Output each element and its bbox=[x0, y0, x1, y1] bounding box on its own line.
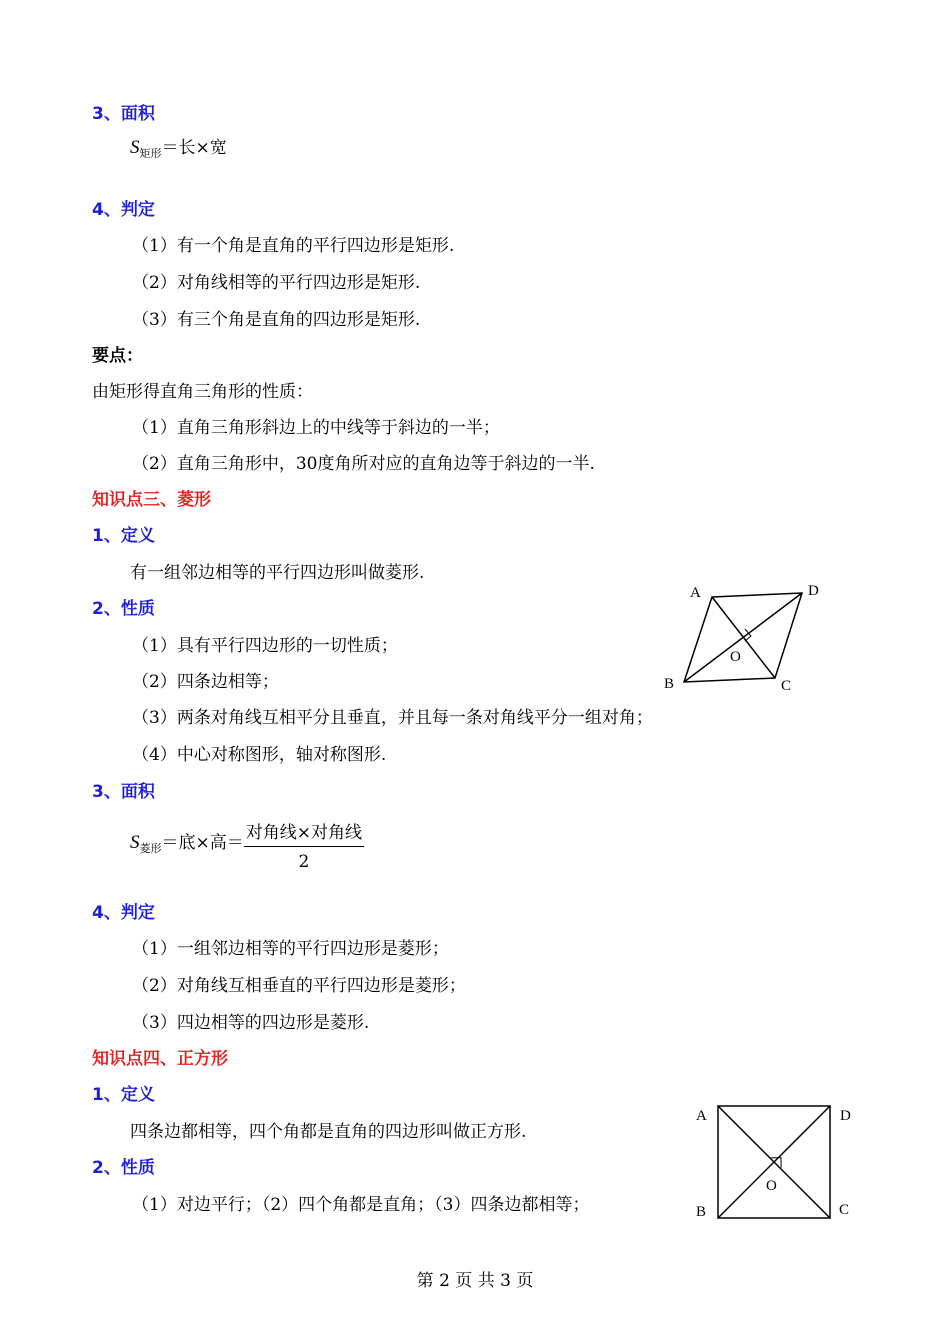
square-def-heading: 1、定义 bbox=[92, 1085, 155, 1105]
area-formula-mid: ＝底×高＝ bbox=[161, 833, 244, 853]
rect-judge-item: （1）有一个角是直角的平行四边形是矩形. bbox=[132, 236, 455, 256]
vertex-label-a: A bbox=[690, 585, 701, 601]
rhombus-prop-item: （4）中心对称图形，轴对称图形. bbox=[132, 745, 387, 765]
rhombus-judge-item: （2）对角线互相垂直的平行四边形是菱形； bbox=[132, 976, 466, 996]
key-points-heading: 要点： bbox=[92, 346, 143, 366]
square-title: 知识点四、正方形 bbox=[92, 1049, 228, 1069]
rhombus-title: 知识点三、菱形 bbox=[92, 490, 211, 510]
right-angle-mark bbox=[771, 1153, 786, 1168]
rect-judge-heading: 4、判定 bbox=[92, 200, 155, 220]
square-diagram bbox=[690, 1098, 865, 1228]
key-point-item: （1）直角三角形斜边上的中线等于斜边的一半； bbox=[132, 418, 500, 438]
vertex-label-c: C bbox=[781, 678, 792, 694]
area-fraction bbox=[244, 822, 364, 873]
key-points-intro: 由矩形得直角三角形的性质： bbox=[92, 382, 313, 402]
rect-judge-item: （3）有三个角是直角的四边形是矩形. bbox=[132, 310, 421, 330]
rhombus-area-heading: 3、面积 bbox=[92, 782, 155, 802]
rhombus-def-text: 有一组邻边相等的平行四边形叫做菱形. bbox=[130, 563, 425, 583]
rect-judge-item: （2）对角线相等的平行四边形是矩形. bbox=[132, 273, 421, 293]
fraction-numerator: 对角线×对角线 bbox=[244, 822, 364, 847]
rect-area-formula bbox=[130, 137, 227, 165]
area-symbol: S bbox=[130, 832, 140, 853]
fraction-denominator: 2 bbox=[298, 852, 310, 872]
area-subscript: 菱形 bbox=[139, 842, 162, 855]
center-label-o: O bbox=[766, 1178, 777, 1194]
square-prop-line: （1）对边平行；（2）四个角都是直角；（3）四条边都相等； bbox=[132, 1195, 590, 1215]
rhombus-def-heading: 1、定义 bbox=[92, 526, 155, 546]
rhombus-judge-item: （3）四边相等的四边形是菱形. bbox=[132, 1013, 370, 1033]
rhombus-prop-item: （2）四条边相等； bbox=[132, 672, 279, 692]
area-symbol: S bbox=[130, 137, 140, 158]
key-point-item: （2）直角三角形中，30度角所对应的直角边等于斜边的一半. bbox=[132, 454, 595, 474]
rhombus-diagram bbox=[650, 575, 840, 700]
vertex-label-b: B bbox=[696, 1204, 707, 1220]
square-def-text: 四条边都相等，四个角都是直角的四边形叫做正方形. bbox=[130, 1122, 527, 1142]
rhombus-area-formula bbox=[130, 818, 364, 872]
rect-area-heading: 3、面积 bbox=[92, 104, 155, 124]
area-formula-rest: ＝长×宽 bbox=[161, 138, 227, 158]
vertex-label-b: B bbox=[664, 676, 675, 692]
vertex-label-d: D bbox=[808, 583, 819, 599]
rhombus-judge-item: （1）一组邻边相等的平行四边形是菱形； bbox=[132, 939, 449, 959]
square-prop-heading: 2、性质 bbox=[92, 1158, 155, 1178]
center-label-o: O bbox=[730, 649, 741, 665]
vertex-label-c: C bbox=[839, 1202, 850, 1218]
rhombus-prop-heading: 2、性质 bbox=[92, 599, 155, 619]
rhombus-diagonal-bd bbox=[684, 593, 802, 682]
page-footer: 第 2 页 共 3 页 bbox=[416, 1271, 534, 1291]
area-subscript: 矩形 bbox=[139, 147, 162, 160]
rhombus-judge-heading: 4、判定 bbox=[92, 903, 155, 923]
rhombus-prop-item: （1）具有平行四边形的一切性质； bbox=[132, 636, 398, 656]
vertex-label-a: A bbox=[696, 1108, 707, 1124]
rhombus-prop-item: （3）两条对角线互相平分且垂直，并且每一条对角线平分一组对角； bbox=[132, 708, 653, 728]
vertex-label-d: D bbox=[840, 1108, 851, 1124]
